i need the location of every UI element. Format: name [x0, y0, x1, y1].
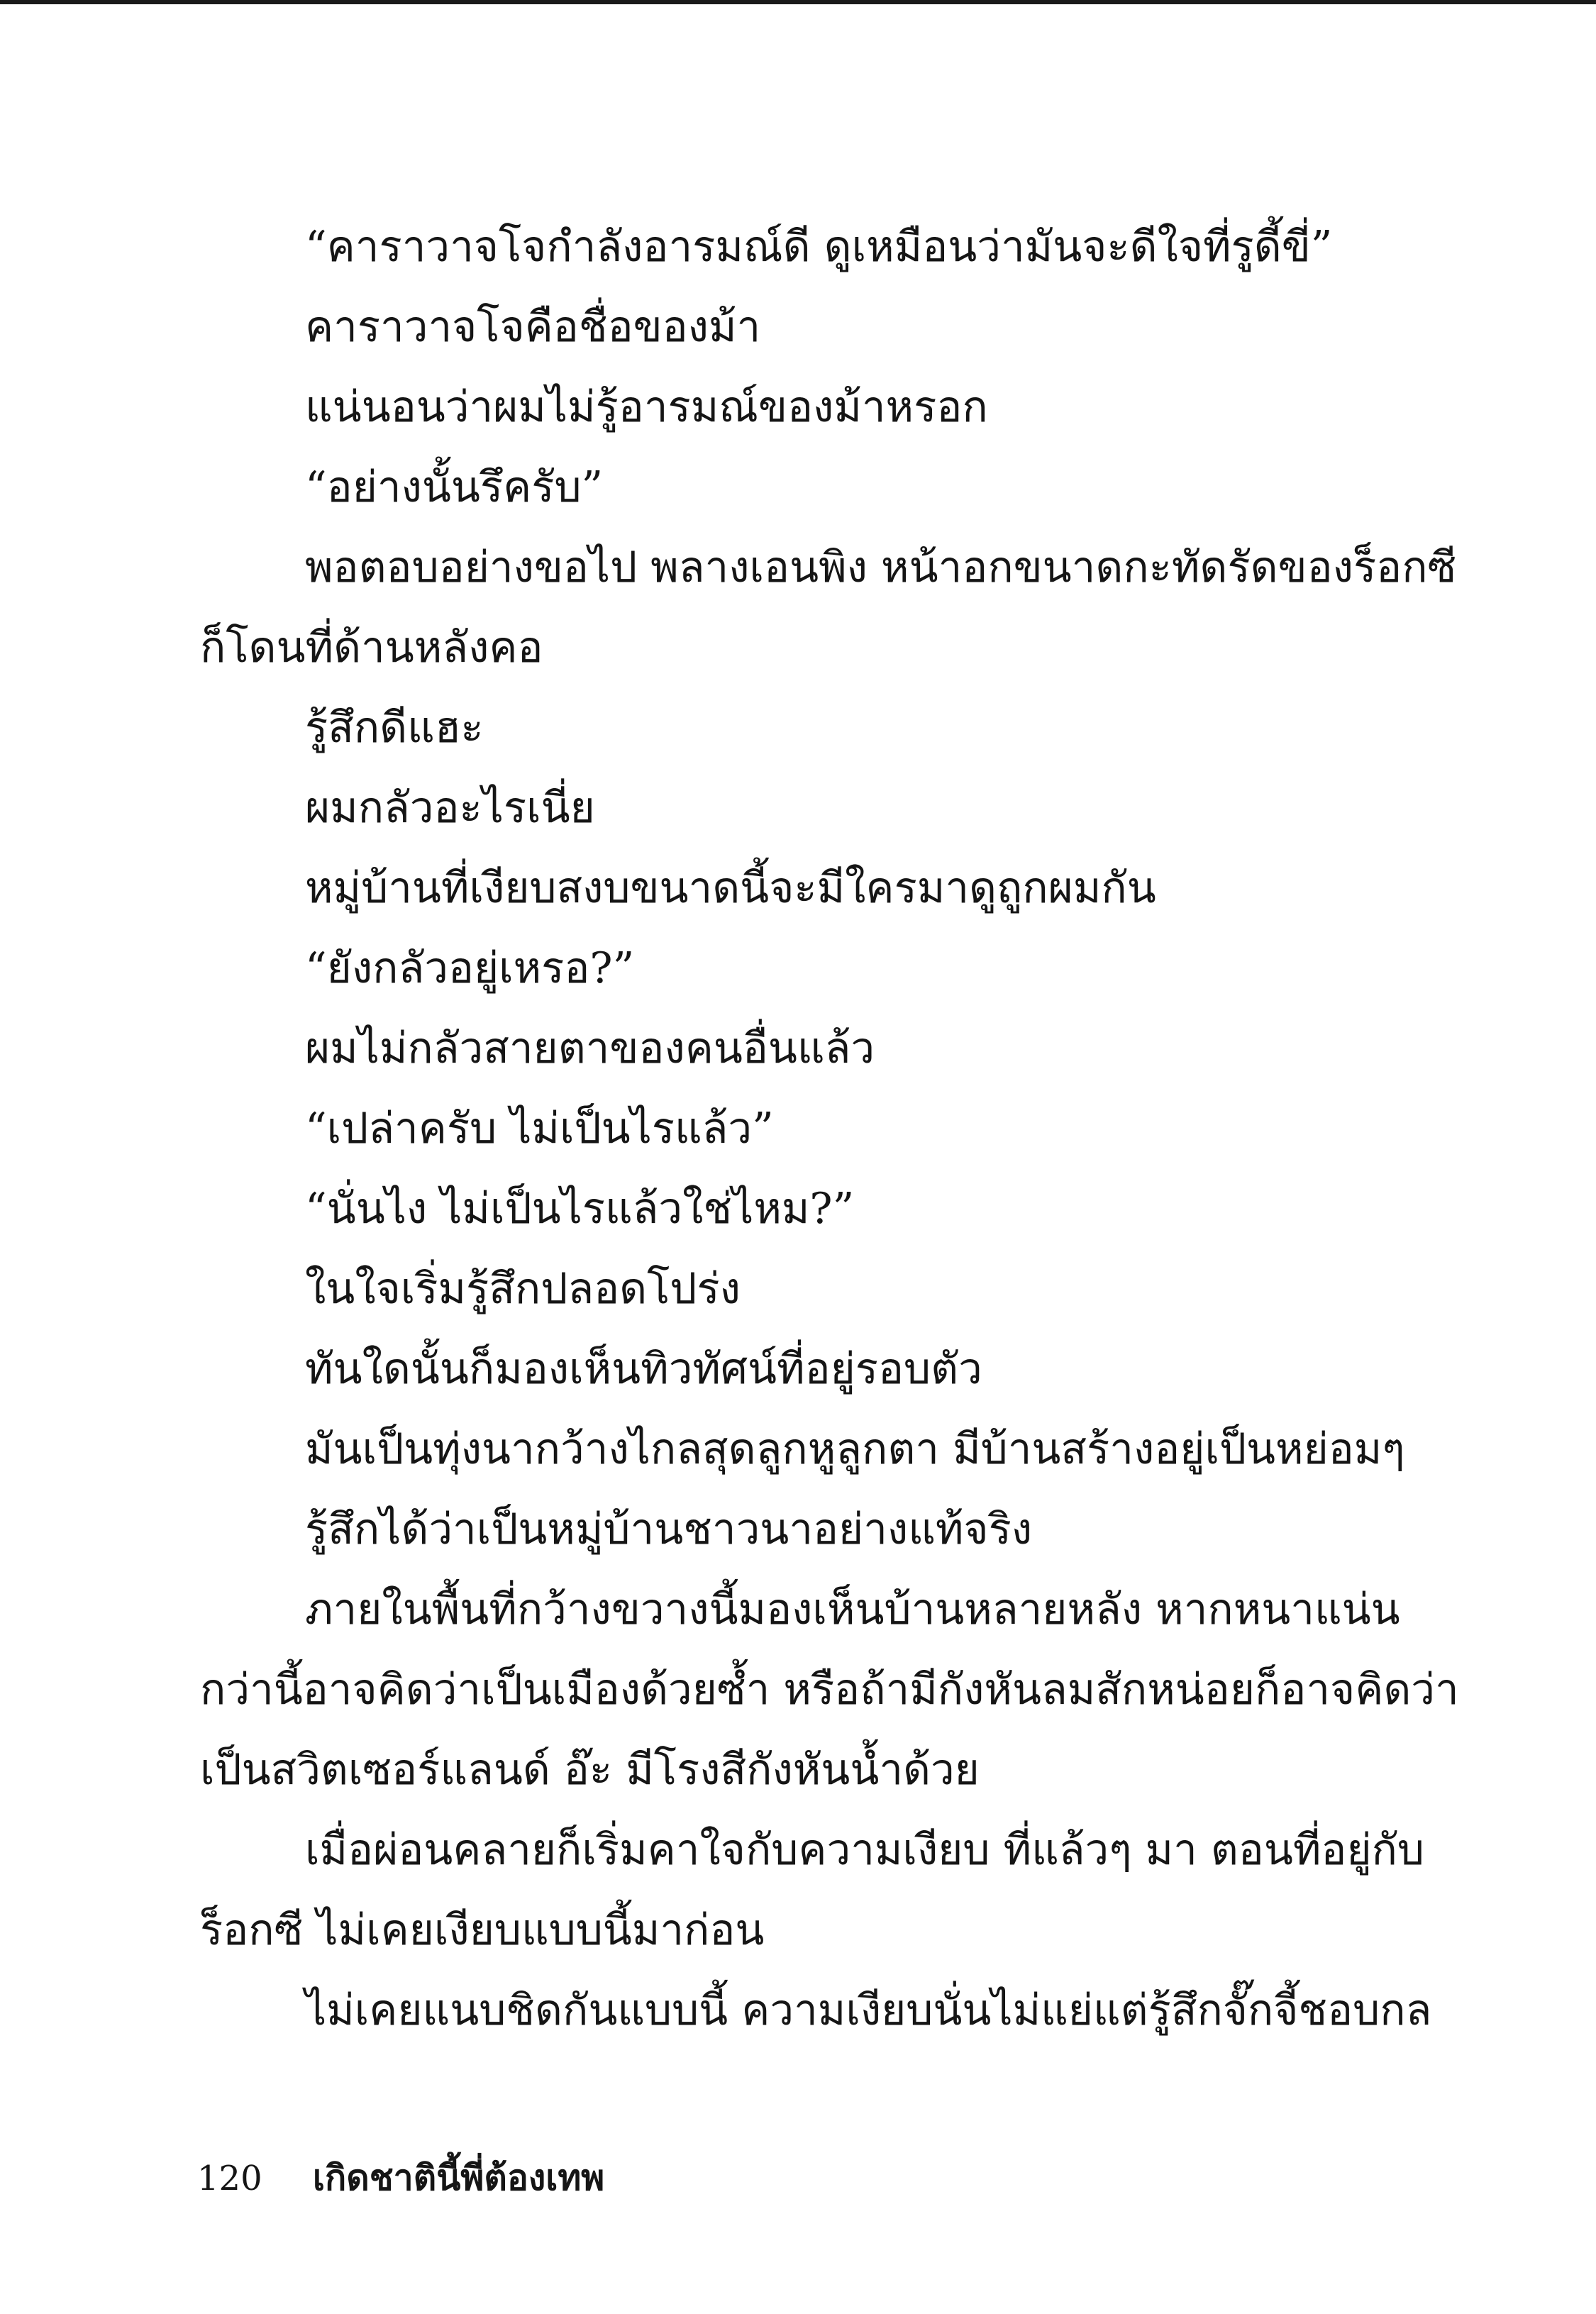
paragraph-line: ร็อกซี ไม่เคยเงียบแบบนี้มาก่อน	[200, 1905, 765, 1955]
paragraph-line: “นั่นไง ไม่เป็นไรแล้วใช่ไหม?”	[305, 1184, 855, 1234]
paragraph-line: “คาราวาจโจกำลังอารมณ์ดี ดูเหมือนว่ามันจะดีใจที่รูดี้ขี่”	[305, 222, 1333, 272]
paragraph-line: “เปล่าครับ ไม่เป็นไรแล้ว”	[305, 1104, 774, 1153]
paragraph-line: เมื่อผ่อนคลายก็เริ่มคาใจกับความเงียบ ที่แล้วๆ มา ตอนที่อยู่กับ	[305, 1825, 1425, 1875]
paragraph-line: ภายในพื้นที่กว้างขวางนี้มองเห็นบ้านหลายหลัง หากหนาแน่น	[305, 1585, 1400, 1634]
paragraph-line: คาราวาจโจคือชื่อของม้า	[305, 302, 761, 352]
paragraph-line: รู้สึกได้ว่าเป็นหมู่บ้านชาวนาอย่างแท้จริง	[305, 1505, 1033, 1554]
paragraph-line: ไม่เคยแนบชิดกันแบบนี้ ความเงียบนั่นไม่แย่แต่รู้สึกจั๊กจี้ชอบกล	[305, 1986, 1432, 2035]
paragraph-line: ทันใดนั้นก็มองเห็นทิวทัศน์ที่อยู่รอบตัว	[305, 1344, 982, 1394]
paragraph-line: กว่านี้อาจคิดว่าเป็นเมืองด้วยซ้ำ หรือถ้ามีกังหันลมสักหน่อยก็อาจคิดว่า	[200, 1665, 1459, 1715]
paragraph-line: ผมไม่กลัวสายตาของคนอื่นแล้ว	[305, 1024, 875, 1073]
book-title: เกิดชาตินี้พี่ต้องเทพ	[312, 2157, 605, 2198]
page-footer	[197, 2149, 604, 2206]
paragraph-line: หมู่บ้านที่เงียบสงบขนาดนี้จะมีใครมาดูถูกผมกัน	[305, 863, 1156, 913]
paragraph-line: ผมกลัวอะไรเนี่ย	[305, 783, 595, 833]
paragraph-line: แน่นอนว่าผมไม่รู้อารมณ์ของม้าหรอก	[305, 382, 988, 432]
top-border-rule	[0, 0, 1596, 4]
paragraph-line: รู้สึกดีแฮะ	[305, 703, 484, 753]
paragraph-line: เป็นสวิตเซอร์แลนด์ อ๊ะ มีโรงสีกังหันน้ำด้วย	[200, 1745, 980, 1795]
paragraph-line: มันเป็นทุ่งนากว้างไกลสุดลูกหูลูกตา มีบ้านสร้างอยู่เป็นหย่อมๆ	[305, 1424, 1405, 1474]
paragraph-line: พอตอบอย่างขอไป พลางเอนพิง หน้าอกขนาดกะทัดรัดของร็อกซี	[305, 543, 1457, 592]
paragraph-line: “อย่างนั้นรึครับ”	[305, 463, 604, 512]
page-number: 120	[197, 2159, 262, 2198]
paragraph-line: ในใจเริ่มรู้สึกปลอดโปร่ง	[305, 1264, 741, 1314]
page-body-text	[200, 207, 1459, 2051]
paragraph-line: “ยังกลัวอยู่เหรอ?”	[305, 943, 635, 993]
paragraph-line: ก็โดนที่ด้านหลังคอ	[200, 623, 543, 672]
